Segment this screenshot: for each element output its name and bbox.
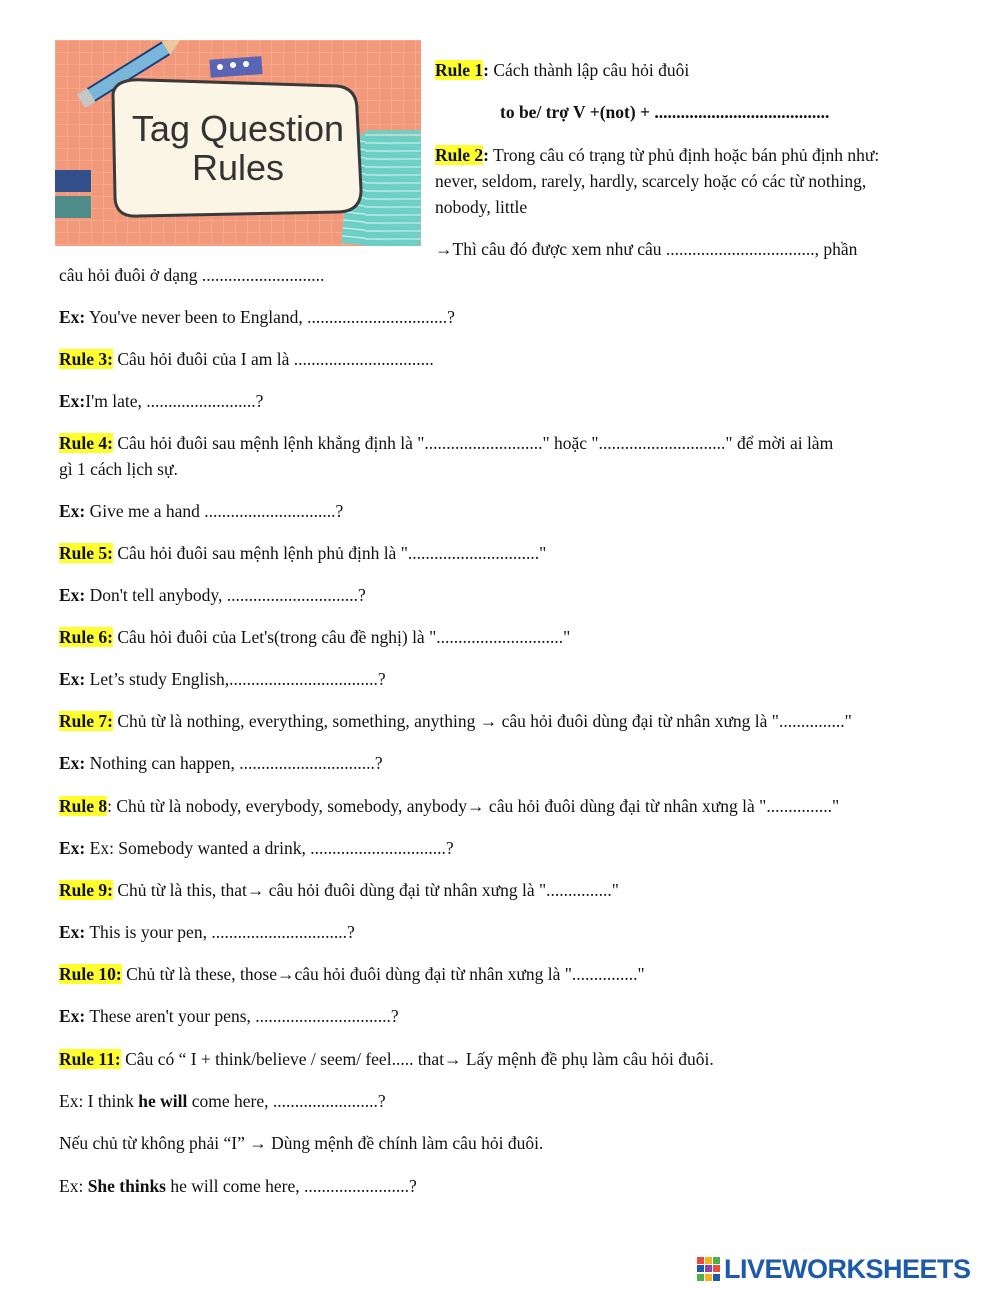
- example-6-text: Let’s study English,..................................?: [89, 669, 386, 689]
- example-10: [59, 1005, 399, 1027]
- rule-4-text2: gì 1 cách lịch sự.: [59, 459, 178, 479]
- example-5: [59, 584, 366, 606]
- ex-label: Ex:: [59, 391, 86, 411]
- example-11a-pre: Ex: I think: [59, 1091, 139, 1111]
- rule-10-text: Chủ từ là these, those→câu hỏi đuôi dùng đại từ nhân xưng là "...............": [126, 964, 645, 984]
- rule-4-text1: Câu hỏi đuôi sau mệnh lệnh khẳng định là "..........................." hoặc "............................." để mời ai làm: [117, 433, 834, 453]
- tag-question-banner: [55, 40, 421, 246]
- rule-7-text: Chủ từ là nothing, everything, something, anything → câu hỏi đuôi dùng đại từ nhân xưng là "...............": [117, 711, 852, 731]
- rule-9: [59, 879, 619, 901]
- example-4: [59, 500, 343, 522]
- rule-10-label: Rule 10:: [59, 964, 122, 984]
- rule-2-text4: Thì câu đó được xem như câu .................................., phần: [452, 239, 858, 259]
- liveworksheets-logo-icon: [696, 1256, 722, 1282]
- rule-9-label: Rule 9:: [59, 880, 113, 900]
- rule-3-label: Rule 3:: [59, 349, 113, 369]
- example-9-text: This is your pen, ...............................?: [89, 922, 355, 942]
- rule-2-text3: nobody, little: [435, 197, 528, 217]
- ex-label: Ex:: [59, 669, 86, 689]
- rule-5-label: Rule 5:: [59, 543, 113, 563]
- rule-5: [59, 542, 546, 564]
- example-11b-pre: Ex:: [59, 1176, 88, 1196]
- rule-11: [59, 1048, 714, 1070]
- rule-2-label: Rule 2: [435, 145, 484, 165]
- example-11a-bold: he will: [138, 1091, 188, 1111]
- example-2: [59, 306, 455, 328]
- example-3: [59, 390, 263, 412]
- example-2-text: You've never been to England, ................................?: [88, 307, 455, 327]
- example-11a-post: come here, ........................?: [187, 1091, 386, 1111]
- example-11b-post: he will come here, ........................?: [166, 1176, 417, 1196]
- liveworksheets-logo-text: LIVEWORKSHEETS: [724, 1253, 971, 1284]
- rule-6-text: Câu hỏi đuôi của Let's(trong câu đề nghị) là ".............................": [117, 627, 571, 647]
- rule-2-text5: câu hỏi đuôi ở dạng ............................: [59, 265, 325, 285]
- example-3-text: I'm late, .........................?: [85, 391, 264, 411]
- liveworksheets-logo[interactable]: [696, 1254, 971, 1284]
- rule-1: Rule 1: Cách thành lập câu hỏi đuôi: [435, 60, 690, 80]
- rule-11-note: Nếu chủ từ không phải “I” → Dùng mệnh đề chính làm câu hỏi đuôi.: [59, 1133, 544, 1153]
- rule-1-formula: to be/ trợ V +(not) + ........................................: [500, 102, 830, 122]
- example-5-text: Don't tell anybody, ..............................?: [89, 585, 366, 605]
- ex-label: Ex:: [59, 1006, 86, 1026]
- ex-label: Ex:: [59, 838, 86, 858]
- rule-2-conclusion: [435, 238, 857, 260]
- example-10-text: These aren't your pens, ...............................?: [89, 1006, 399, 1026]
- example-6: [59, 668, 386, 690]
- rule-2: Rule 2: Trong câu có trạng từ phủ định hoặc bán phủ định như:: [435, 145, 880, 165]
- example-11b-bold: She thinks: [87, 1176, 166, 1196]
- example-9: [59, 921, 355, 943]
- example-11a: [59, 1090, 386, 1112]
- ex-label: Ex:: [59, 307, 86, 327]
- example-8: [59, 837, 454, 859]
- rule-1-text: Cách thành lập câu hỏi đuôi: [493, 60, 690, 80]
- rule-3: [59, 348, 434, 370]
- rule-7-label: Rule 7:: [59, 711, 113, 731]
- example-7: [59, 752, 383, 774]
- rule-10: [59, 963, 645, 985]
- rule-8: Rule 8: Chủ từ là nobody, everybody, somebody, anybody→ câu hỏi đuôi dùng đại từ nhân xưng là "...............": [59, 796, 840, 816]
- rule-11-label: Rule 11:: [59, 1049, 121, 1069]
- rule-11-text: Câu có “ I + think/believe / seem/ feel..... that→ Lấy mệnh đề phụ làm câu hỏi đuôi.: [125, 1049, 714, 1069]
- ex-label: Ex:: [59, 922, 86, 942]
- example-4-text: Give me a hand ..............................?: [89, 501, 344, 521]
- rule-2-text2: never, seldom, rarely, hardly, scarcely hoặc có các từ nothing,: [435, 171, 867, 191]
- ex-label: Ex:: [59, 585, 86, 605]
- banner-title-line1: Tag Question: [131, 108, 345, 149]
- rule-6: [59, 626, 570, 648]
- ex-label: Ex:: [59, 501, 86, 521]
- example-11b: [59, 1175, 417, 1197]
- rule-4-label: Rule 4:: [59, 433, 113, 453]
- ex-label: Ex:: [59, 753, 86, 773]
- rule-1-label: Rule 1: [435, 60, 484, 80]
- example-8-text: Ex: Somebody wanted a drink, ...............................?: [89, 838, 454, 858]
- rule-5-text: Câu hỏi đuôi sau mệnh lệnh phủ định là "..............................": [117, 543, 547, 563]
- rule-7: [59, 710, 852, 732]
- rule-8-label: Rule 8: [59, 796, 108, 816]
- example-7-text: Nothing can happen, ...............................?: [89, 753, 383, 773]
- rule-3-text: Câu hỏi đuôi của I am là ................................: [117, 349, 434, 369]
- rule-6-label: Rule 6:: [59, 627, 113, 647]
- rule-9-text: Chủ từ là this, that→ câu hỏi đuôi dùng đại từ nhân xưng là "...............": [117, 880, 619, 900]
- arrow-icon: →: [435, 239, 453, 259]
- banner-title-line2: Rules: [191, 147, 285, 188]
- rule-8-text: Chủ từ là nobody, everybody, somebody, anybody→ câu hỏi đuôi dùng đại từ nhân xưng là "...............": [116, 796, 840, 816]
- rule-2-text1: Trong câu có trạng từ phủ định hoặc bán phủ định như:: [493, 145, 880, 165]
- rule-4: [59, 432, 833, 454]
